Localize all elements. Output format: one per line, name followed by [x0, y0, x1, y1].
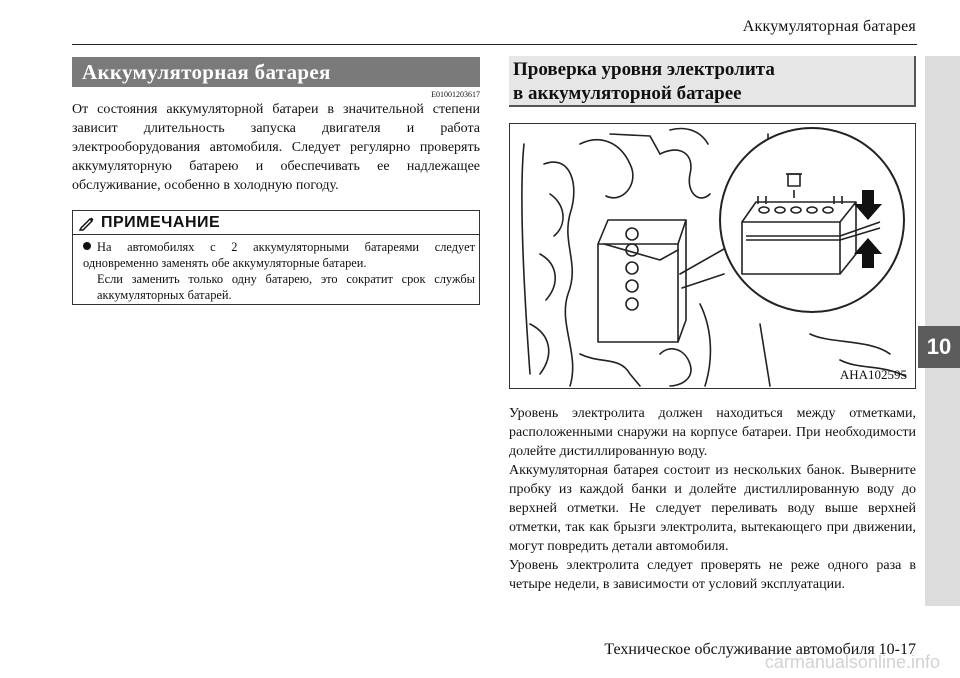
section-heading-battery: Аккумуляторная батарея [72, 57, 480, 87]
note-bullet-text: На автомобилях с 2 аккумуляторными батареями следует одновременно заменять обе аккумуляторные батареи. [83, 240, 475, 270]
note-title: ПРИМЕЧАНИЕ [101, 213, 221, 231]
battery-intro-paragraph: От состояния аккумуляторной батареи в значительной степени зависит длительность запуска двигателя и работа электрооборудования автомобиля. Следует регулярно проверять аккумуляторную батарею и обеспечивать ее надлежащее обслуживание, особенно в холодную погоду. [72, 102, 480, 193]
battery-illustration [509, 123, 916, 389]
electrolyte-paragraph-2: Аккумуляторная батарея состоит из нескольких банок. Выверните пробку из каждой банки и долейте дистиллированную воду до верхней отметки. Не следует переливать воду выше верхней отметки, так как брызги электролита, вытекающего при движении, могут повредить детали автомобиля. [509, 463, 916, 554]
figure-code: AHA102595 [839, 367, 907, 382]
note-pencil-icon [79, 215, 95, 231]
section-code: E01001203617 [431, 90, 480, 99]
note-box [72, 210, 480, 305]
chapter-number-tab[interactable]: 10 [918, 326, 960, 368]
electrolyte-title-line2: в аккумуляторной батарее [513, 83, 742, 104]
battery-intro-text [72, 100, 480, 195]
header-rule [72, 44, 917, 45]
electrolyte-text [509, 404, 916, 594]
watermark: carmanualsonline.info [764, 652, 940, 672]
note-header [73, 211, 479, 235]
page-footer: Техническое обслуживание автомобиля 10-17 [604, 641, 916, 658]
engine-bay-drawing [510, 124, 915, 388]
bullet-icon [83, 242, 91, 250]
note-extra-text: Если заменить только одну батарею, это сократит срок службы аккумуляторных батарей. [97, 272, 475, 302]
electrolyte-paragraph-1: Уровень электролита должен находиться между отметками, расположенными снаружи на корпусе батареи. При необходимости долейте дистиллированную воду. [509, 406, 916, 459]
electrolyte-title-line1: Проверка уровня электролита [513, 59, 775, 80]
section-heading-electrolyte [509, 56, 916, 107]
electrolyte-paragraph-3: Уровень электролита следует проверять не реже одного раза в четыре недели, в зависимости от условий эксплуатации. [509, 558, 916, 592]
note-body [83, 239, 475, 303]
running-header: Аккумуляторная батарея [742, 18, 916, 35]
